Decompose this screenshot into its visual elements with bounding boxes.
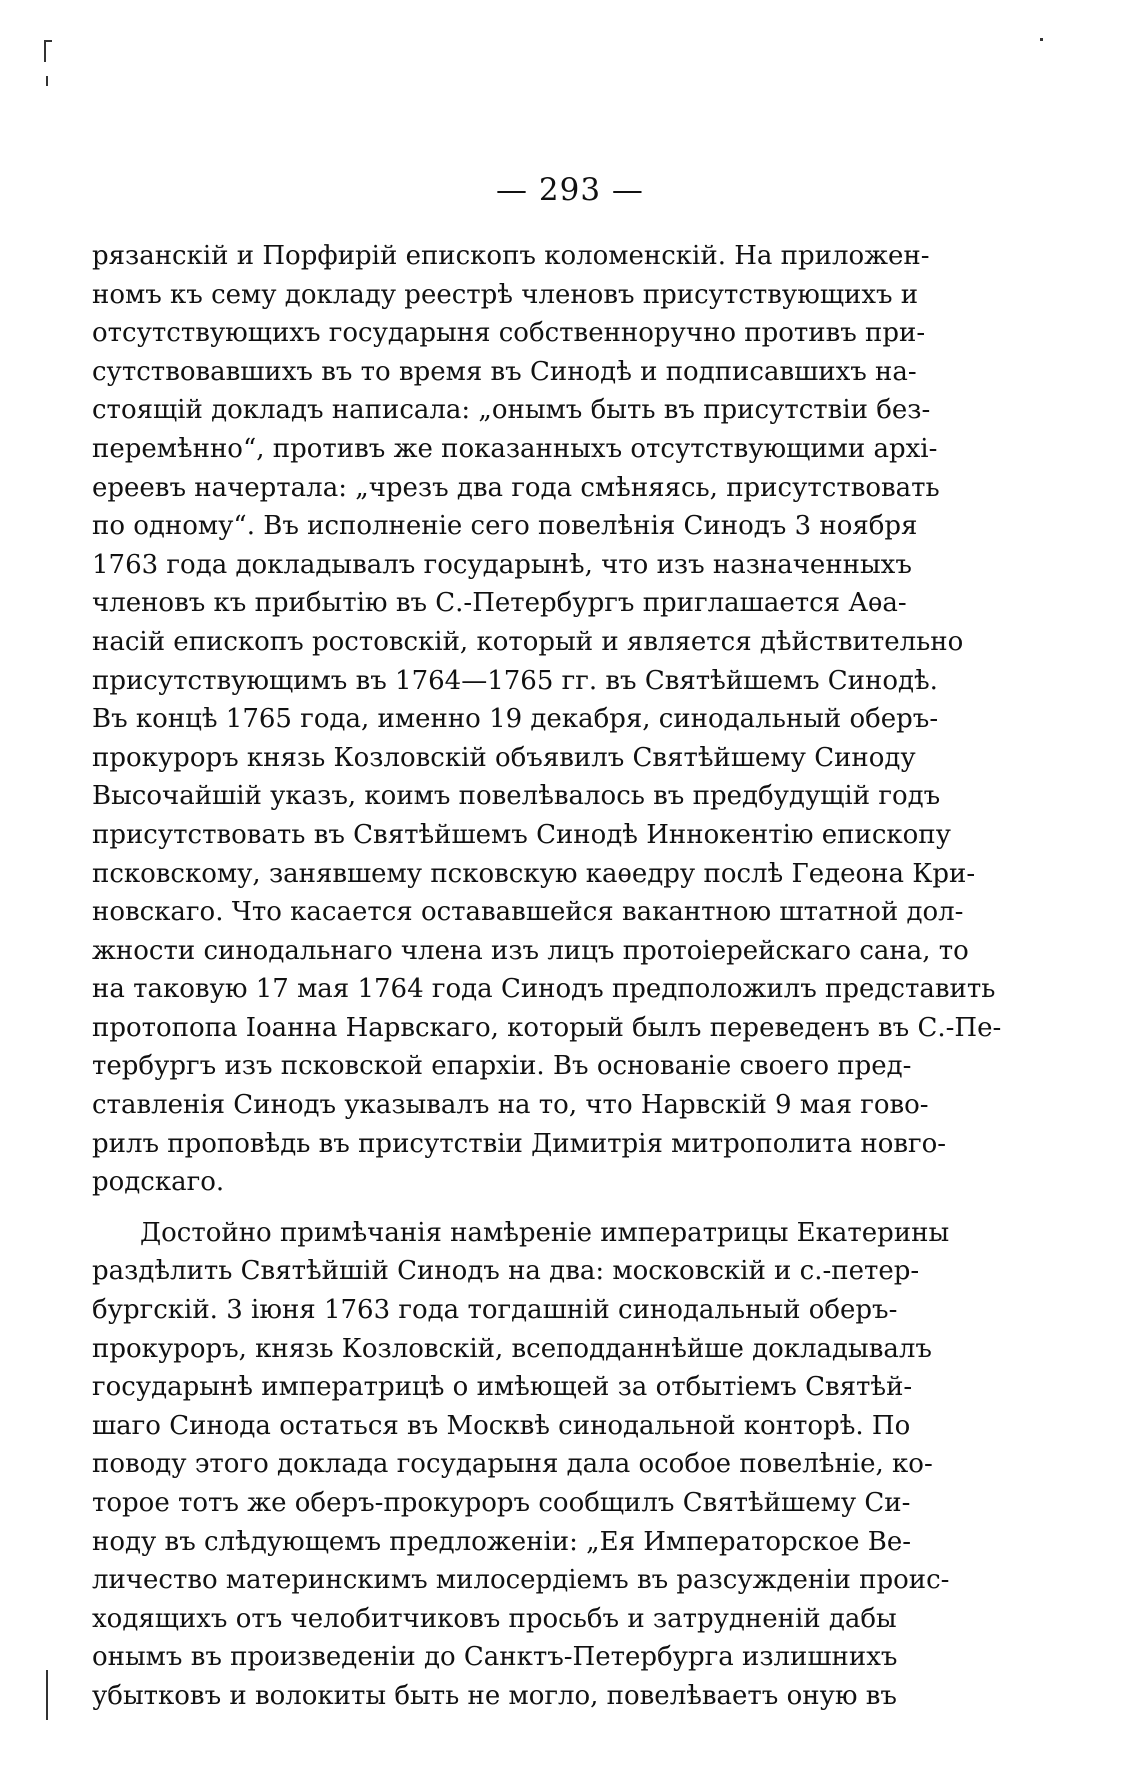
text-line: сутствовавшихъ въ то время въ Синодѣ и подписавшихъ на- bbox=[92, 356, 917, 387]
text-line: прокуроръ князь Козловскій объявилъ Святѣйшему Синоду bbox=[92, 742, 916, 773]
text-line: Въ концѣ 1765 года, именно 19 декабря, синодальный оберъ- bbox=[92, 704, 939, 735]
text-line: жности синодальнаго члена изъ лицъ протоіерейскаго сана, то bbox=[92, 935, 969, 966]
text-line: ставленія Синодъ указывалъ на то, что Нарвскій 9 мая гово- bbox=[92, 1090, 929, 1121]
text-line: на таковую 17 мая 1764 года Синодъ предположилъ представить bbox=[92, 974, 996, 1005]
scan-mark-top-right bbox=[1040, 38, 1043, 41]
text-line: онымъ въ произведеніи до Санктъ-Петербурга излишнихъ bbox=[92, 1642, 898, 1673]
scan-mark-top-left-tick bbox=[44, 40, 52, 42]
text-line: перемѣнно“, противъ же показанныхъ отсутствующими архі- bbox=[92, 433, 938, 464]
text-line: по одному“. Въ исполненіе сего повелѣнія Синодъ 3 ноября bbox=[92, 511, 918, 542]
paragraph bbox=[92, 1214, 950, 1716]
text-line: номъ къ сему докладу реестрѣ членовъ присутствующихъ и bbox=[92, 279, 919, 310]
text-line: торое тотъ же оберъ-прокуроръ сообщилъ Святѣйшему Си- bbox=[92, 1488, 911, 1518]
text-line: Высочайшій указъ, коимъ повелѣвалось въ предбудущій годъ bbox=[92, 781, 941, 812]
text-line: шаго Синода остаться въ Москвѣ синодальной конторѣ. По bbox=[92, 1410, 911, 1441]
scan-mark-bottom-left bbox=[46, 1670, 48, 1720]
text-line: ходящихъ отъ челобитчиковъ просьбъ и затрудненій дабы bbox=[92, 1603, 897, 1634]
text-line: тербургъ изъ псковской епархіи. Въ основаніе своего пред- bbox=[92, 1051, 912, 1082]
text-line: личество материнскимъ милосердіемъ въ разсужденіи проис- bbox=[92, 1565, 950, 1596]
text-line: рилъ проповѣдь въ присутствіи Димитрія митрополита новго- bbox=[92, 1128, 947, 1159]
text-line: присутствовать въ Святѣйшемъ Синодѣ Иннокентію епископу bbox=[92, 819, 951, 850]
page-number: — 293 — bbox=[496, 172, 644, 208]
text-line: убытковъ и волокиты быть не могло, повелѣваетъ оную въ bbox=[92, 1680, 897, 1711]
paragraph-gap bbox=[92, 1202, 878, 1214]
paragraphs bbox=[92, 237, 1002, 1716]
text-line: новскаго. Что касается остававшейся вакантною штатной дол- bbox=[92, 897, 964, 928]
text-line: псковскому, занявшему псковскую каѳедру послѣ Гедеона Кри- bbox=[92, 858, 976, 889]
text-line: бургскій. 3 іюня 1763 года тогдашній синодальный оберъ- bbox=[92, 1295, 898, 1326]
text-line: государынѣ императрицѣ о имѣющей за отбытіемъ Святѣй- bbox=[92, 1372, 913, 1403]
text-line: ноду въ слѣдующемъ предложеніи: „Ея Императорское Ве- bbox=[92, 1526, 912, 1557]
scan-mark-left-dash bbox=[46, 76, 48, 86]
text-line: рязанскій и Порфирій епископъ коломенскій. На приложен- bbox=[92, 241, 930, 271]
text-line: стоящій докладъ написала: „онымъ быть въ присутствіи без- bbox=[92, 395, 931, 426]
text-line: отсутствующихъ государыня собственноручно противъ при- bbox=[92, 318, 926, 349]
text-line: ереевъ начертала: „чрезъ два года смѣняясь, присутствовать bbox=[92, 472, 940, 503]
paragraph bbox=[92, 237, 1002, 1202]
text-line: протопопа Іоанна Нарвскаго, который былъ переведенъ въ С.-Пе- bbox=[92, 1012, 1002, 1043]
text-line: насій епископъ ростовскій, который и является дѣйствительно bbox=[92, 626, 964, 657]
text-line: присутствующимъ въ 1764—1765 гг. въ Святѣйшемъ Синодѣ. bbox=[92, 665, 938, 696]
text-line: членовъ къ прибытію въ С.-Петербургъ приглашается Аѳа- bbox=[92, 588, 907, 619]
body-text bbox=[92, 237, 1002, 1716]
text-line: Достойно примѣчанія намѣреніе императрицы Екатерины bbox=[140, 1217, 950, 1248]
scan-mark-top-left bbox=[44, 40, 46, 62]
text-line: 1763 года докладывалъ государынѣ, что изъ назначенныхъ bbox=[92, 549, 912, 580]
text-line: прокуроръ, князь Козловскій, всеподданнѣйше докладывалъ bbox=[92, 1333, 932, 1364]
text-line: раздѣлить Святѣйшій Синодъ на два: московскій и с.-петер- bbox=[92, 1256, 920, 1287]
text-line: родскаго. bbox=[92, 1167, 225, 1198]
text-line: поводу этого доклада государыня дала особое повелѣніе, ко- bbox=[92, 1449, 933, 1480]
